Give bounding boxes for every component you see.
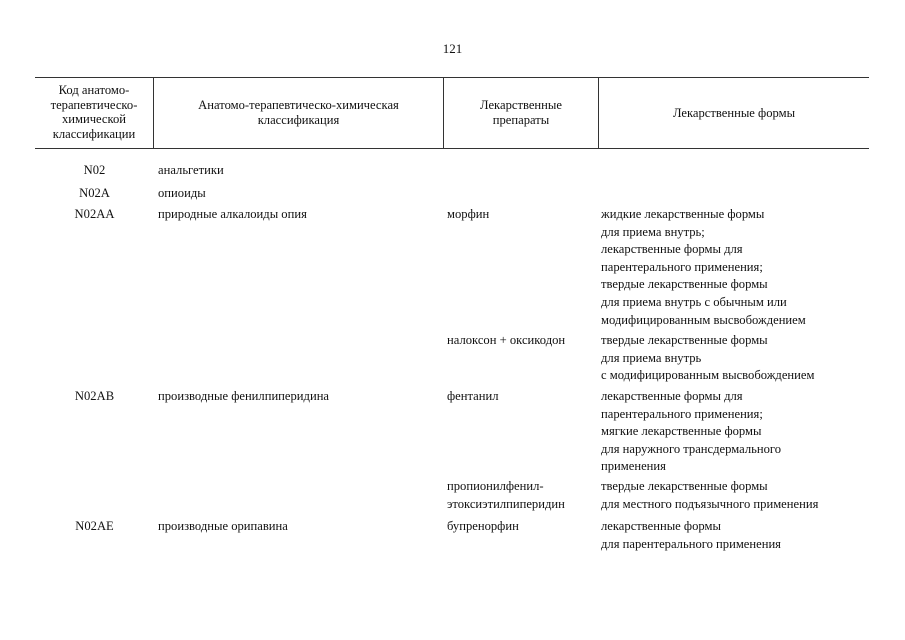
header-code: Код анатомо- терапевтическо- химической классификации <box>50 83 138 141</box>
drug-forms: жидкие лекарственные формы для приема внутрь; лекарственные формы для парентерального применения; твердые лекарственные формы для приема внутрь с обычным или модифицированным высвобождением <box>601 207 806 327</box>
header-classification: Анатомо-терапевтическо-химическая классификация <box>198 98 399 127</box>
atc-name-n02ab: производные фенилпиперидина <box>158 389 330 403</box>
atc-code-n02aa: N02AA <box>74 207 115 221</box>
header-bottom-rule <box>35 148 869 149</box>
header-drugs: Лекарственные препараты <box>480 98 562 127</box>
atc-name-n02a: опиоиды <box>158 186 206 200</box>
drug-forms: твердые лекарственные формы для местного подъязычного применения <box>601 479 819 511</box>
drug-name: бупренорфин <box>447 519 519 533</box>
atc-name-n02ae: производные орипавина <box>158 519 288 533</box>
atc-code-n02ab: N02AB <box>74 389 115 403</box>
atc-code-n02: N02 <box>83 163 106 177</box>
drug-forms: лекарственные формы для парентерального применения; мягкие лекарственные формы для наружного трансдермального применения <box>601 389 782 474</box>
drug-name: фентанил <box>447 389 499 403</box>
drug-forms: лекарственные формы для парентерального применения <box>601 519 781 551</box>
drug-name: налоксон + оксикодон <box>447 333 566 347</box>
atc-name-n02aa: природные алкалоиды опия <box>158 207 307 221</box>
atc-code-n02ae: N02AE <box>75 519 114 533</box>
page-number: 121 <box>442 41 463 56</box>
drug-name: пропионилфенил- этоксиэтилпиперидин <box>447 479 565 511</box>
header-top-rule <box>35 77 869 78</box>
drug-forms: твердые лекарственные формы для приема внутрь с модифицированным высвобождением <box>601 333 815 383</box>
header-forms: Лекарственные формы <box>672 106 796 120</box>
atc-code-n02a: N02A <box>79 186 110 200</box>
atc-name-n02: анальгетики <box>158 163 224 177</box>
drug-name: морфин <box>447 207 490 221</box>
